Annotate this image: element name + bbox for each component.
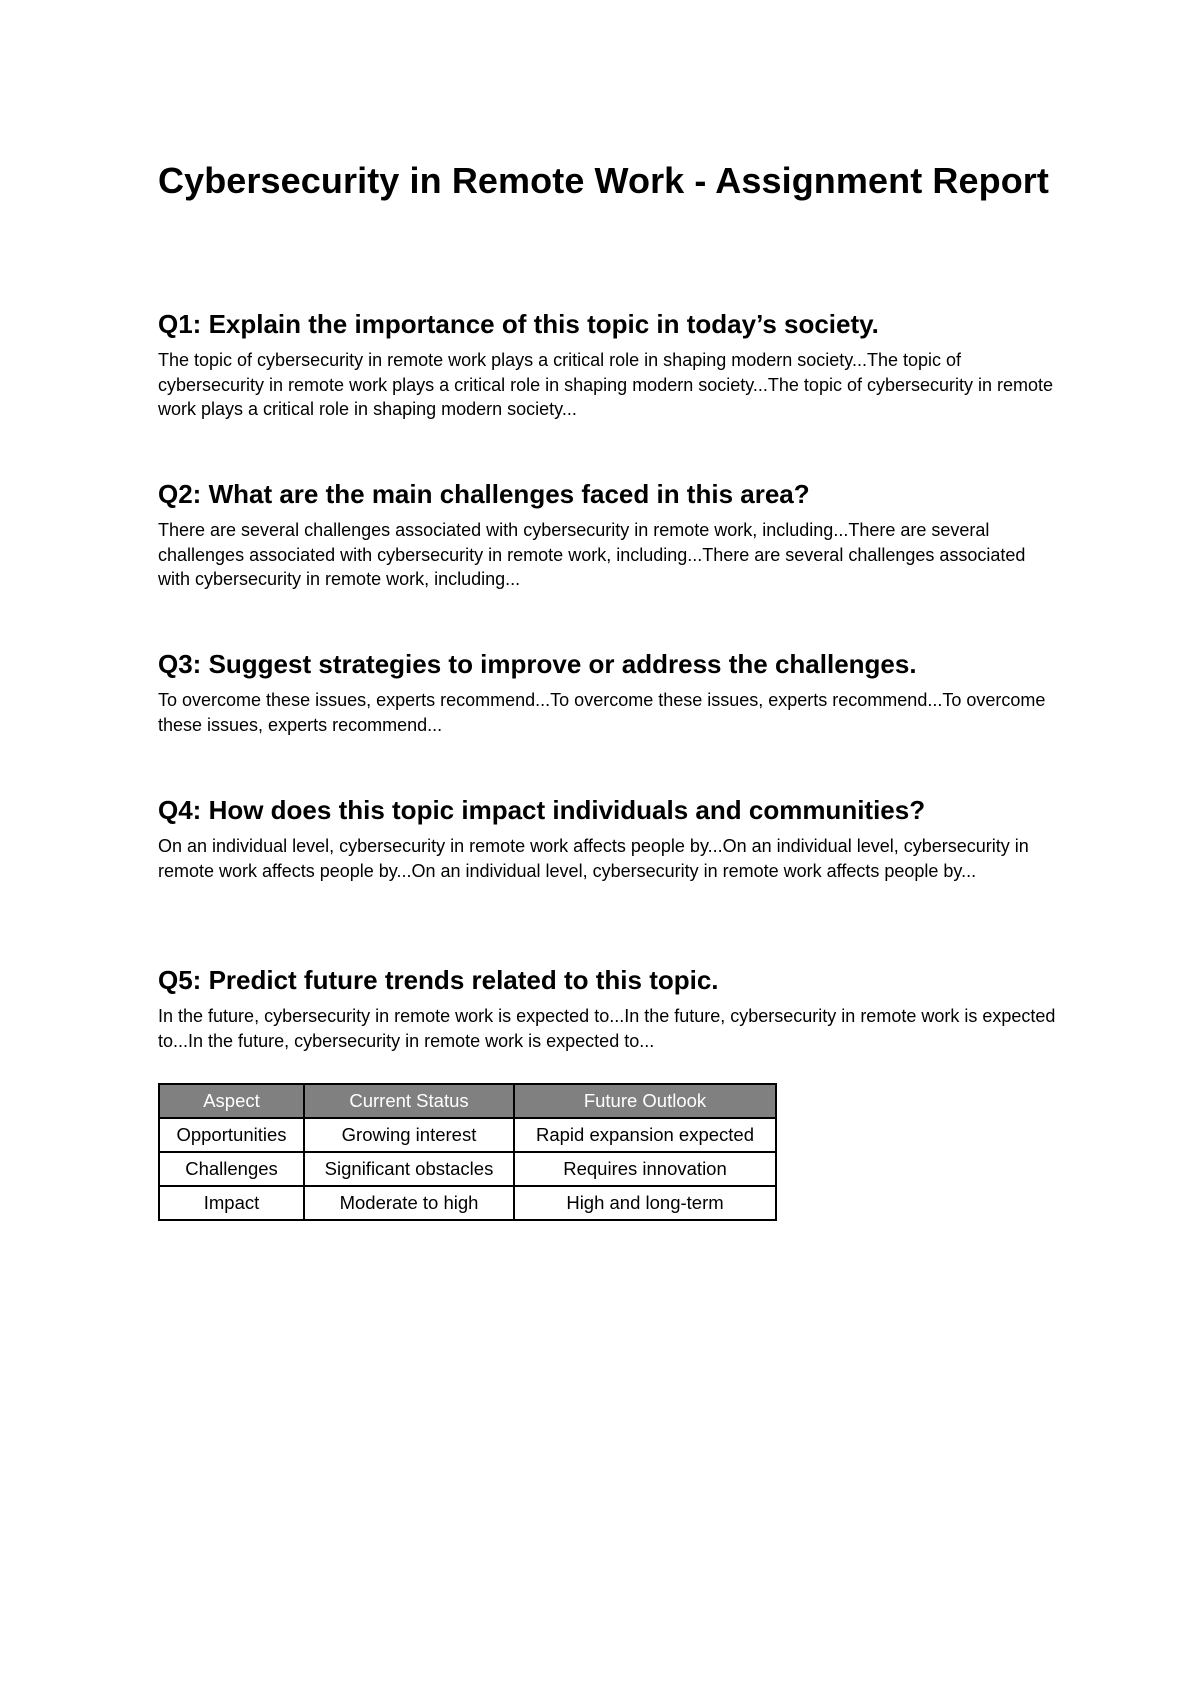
section-q2 bbox=[158, 478, 1058, 592]
section-body: In the future, cybersecurity in remote work is expected to...In the future, cybersecurity in remote work is expected to...In the future, cybersecurity in remote work is expected to... bbox=[158, 1006, 1056, 1051]
outlook-table bbox=[158, 1083, 777, 1221]
table-cell: High and long-term bbox=[514, 1186, 776, 1220]
table-row bbox=[159, 1186, 776, 1220]
table-cell: Impact bbox=[159, 1186, 304, 1220]
table-header-row bbox=[159, 1084, 776, 1118]
document-content bbox=[158, 158, 1058, 1213]
table-header-cell: Aspect bbox=[159, 1084, 304, 1118]
section-q1 bbox=[158, 308, 1058, 422]
section-body: There are several challenges associated with cybersecurity in remote work, including...There are several challenges associated with cybersecurity in remote work, including...There are several challenges associated with cybersecurity in remote work, including... bbox=[158, 520, 1026, 589]
section-body: The topic of cybersecurity in remote work plays a critical role in shaping modern society...The topic of cybersecurity in remote work plays a critical role in shaping modern society...The topic of cybersecurity in remote work plays a critical role in shaping modern society... bbox=[158, 350, 1054, 419]
section-q3 bbox=[158, 648, 1058, 737]
table-cell: Opportunities bbox=[159, 1118, 304, 1152]
document-title: Cybersecurity in Remote Work - Assignment Report bbox=[158, 160, 1049, 201]
table-cell: Challenges bbox=[159, 1152, 304, 1186]
table-cell: Moderate to high bbox=[304, 1186, 514, 1220]
section-q5 bbox=[158, 964, 1058, 1053]
table-cell: Growing interest bbox=[304, 1118, 514, 1152]
table-cell: Rapid expansion expected bbox=[514, 1118, 776, 1152]
table-header-cell: Future Outlook bbox=[514, 1084, 776, 1118]
section-heading: Q2: What are the main challenges faced in this area? bbox=[158, 479, 810, 509]
section-heading: Q4: How does this topic impact individuals and communities? bbox=[158, 795, 926, 825]
section-body: On an individual level, cybersecurity in remote work affects people by...On an individual level, cybersecurity in remote work affects people by...On an individual level, cybersecurity in remote work affects people by... bbox=[158, 836, 1029, 881]
section-heading: Q5: Predict future trends related to this topic. bbox=[158, 965, 719, 995]
section-heading: Q1: Explain the importance of this topic in today’s society. bbox=[158, 309, 879, 339]
section-body: To overcome these issues, experts recommend...To overcome these issues, experts recommend...To overcome these issues, experts recommend... bbox=[158, 690, 1046, 735]
table-cell: Requires innovation bbox=[514, 1152, 776, 1186]
table-cell: Significant obstacles bbox=[304, 1152, 514, 1186]
table-row bbox=[159, 1152, 776, 1186]
section-heading: Q3: Suggest strategies to improve or address the challenges. bbox=[158, 649, 917, 679]
table-header-cell: Current Status bbox=[304, 1084, 514, 1118]
table-row bbox=[159, 1118, 776, 1152]
section-q4 bbox=[158, 794, 1058, 883]
